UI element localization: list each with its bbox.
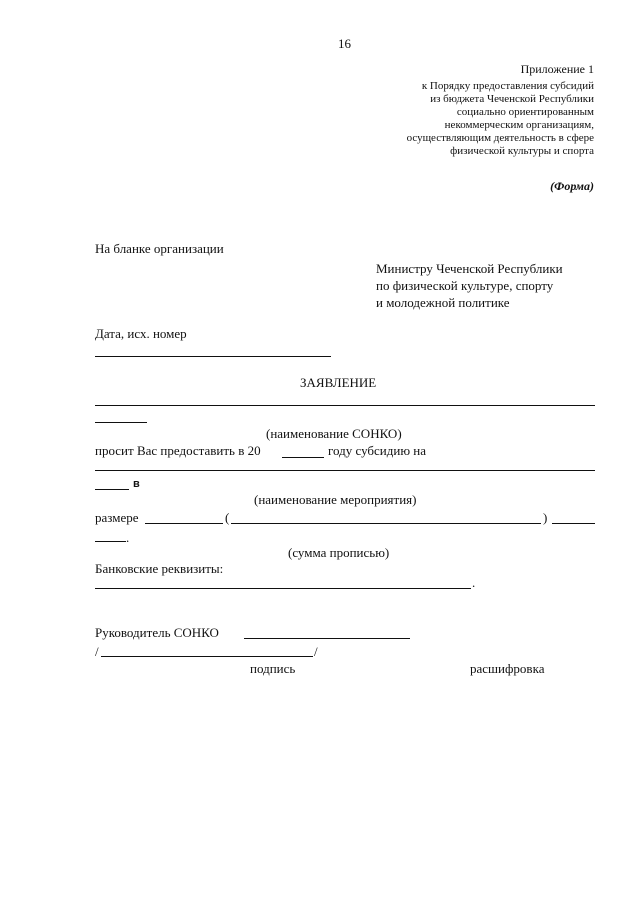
year-field[interactable] — [282, 457, 324, 458]
bank-period: . — [472, 575, 476, 590]
caption-decoding: расшифровка — [470, 661, 545, 676]
in-word: в — [133, 478, 140, 490]
page-number: 16 — [338, 36, 351, 51]
appendix-title: Приложение 1 — [520, 62, 594, 76]
slash-open: / — [95, 644, 99, 659]
head-name-field[interactable] — [244, 638, 410, 639]
appendix-line: некоммерческим организациям, — [444, 119, 594, 131]
form-label: (Форма) — [550, 179, 594, 193]
document-title: ЗАЯВЛЕНИЕ — [300, 375, 377, 390]
slash-close: / — [314, 644, 318, 659]
head-label: Руководитель СОНКО — [95, 625, 219, 640]
appendix-line: из бюджета Чеченской Республики — [430, 93, 594, 105]
sonko-name-line[interactable] — [95, 405, 595, 406]
date-ref-label: Дата, исх. номер — [95, 326, 187, 341]
signature-field[interactable] — [101, 656, 313, 657]
amount-number-field[interactable] — [145, 523, 223, 524]
amount-tail-field[interactable] — [552, 523, 595, 524]
appendix-line: осуществляющим деятельность в сфере — [406, 132, 594, 144]
request-text-before: просит Вас предоставить в 20 — [95, 443, 261, 458]
appendix-line: физической культуры и спорта — [450, 145, 594, 157]
amount-tail-line-cont[interactable] — [95, 541, 126, 542]
letterhead-note: На бланке организации — [95, 241, 224, 256]
date-ref-line[interactable] — [95, 356, 331, 357]
sonko-name-line-cont[interactable] — [95, 422, 147, 423]
request-text-after: году субсидию на — [328, 443, 427, 458]
event-name-line-cont[interactable] — [95, 489, 129, 490]
appendix-line: социально ориентированным — [456, 106, 594, 118]
addressee-line: Министру Чеченской Республики — [376, 261, 563, 276]
appendix-line: к Порядку предоставления субсидий — [421, 80, 594, 92]
caption-event: (наименование мероприятия) — [254, 492, 417, 507]
amount-paren-open: ( — [225, 510, 230, 525]
bank-details-label: Банковские реквизиты: — [95, 561, 224, 576]
caption-amount: (сумма прописью) — [288, 545, 390, 560]
caption-sonko: (наименование СОНКО) — [266, 426, 402, 441]
bank-details-field[interactable] — [95, 588, 471, 589]
amount-label: размере — [95, 510, 139, 525]
amount-period: . — [126, 530, 130, 545]
caption-signature: подпись — [250, 661, 296, 676]
event-name-line[interactable] — [95, 470, 595, 471]
addressee-line: по физической культуре, спорту — [376, 278, 554, 293]
addressee-line: и молодежной политике — [376, 295, 510, 310]
amount-paren-close: ) — [543, 510, 548, 525]
amount-words-field[interactable] — [231, 523, 541, 524]
